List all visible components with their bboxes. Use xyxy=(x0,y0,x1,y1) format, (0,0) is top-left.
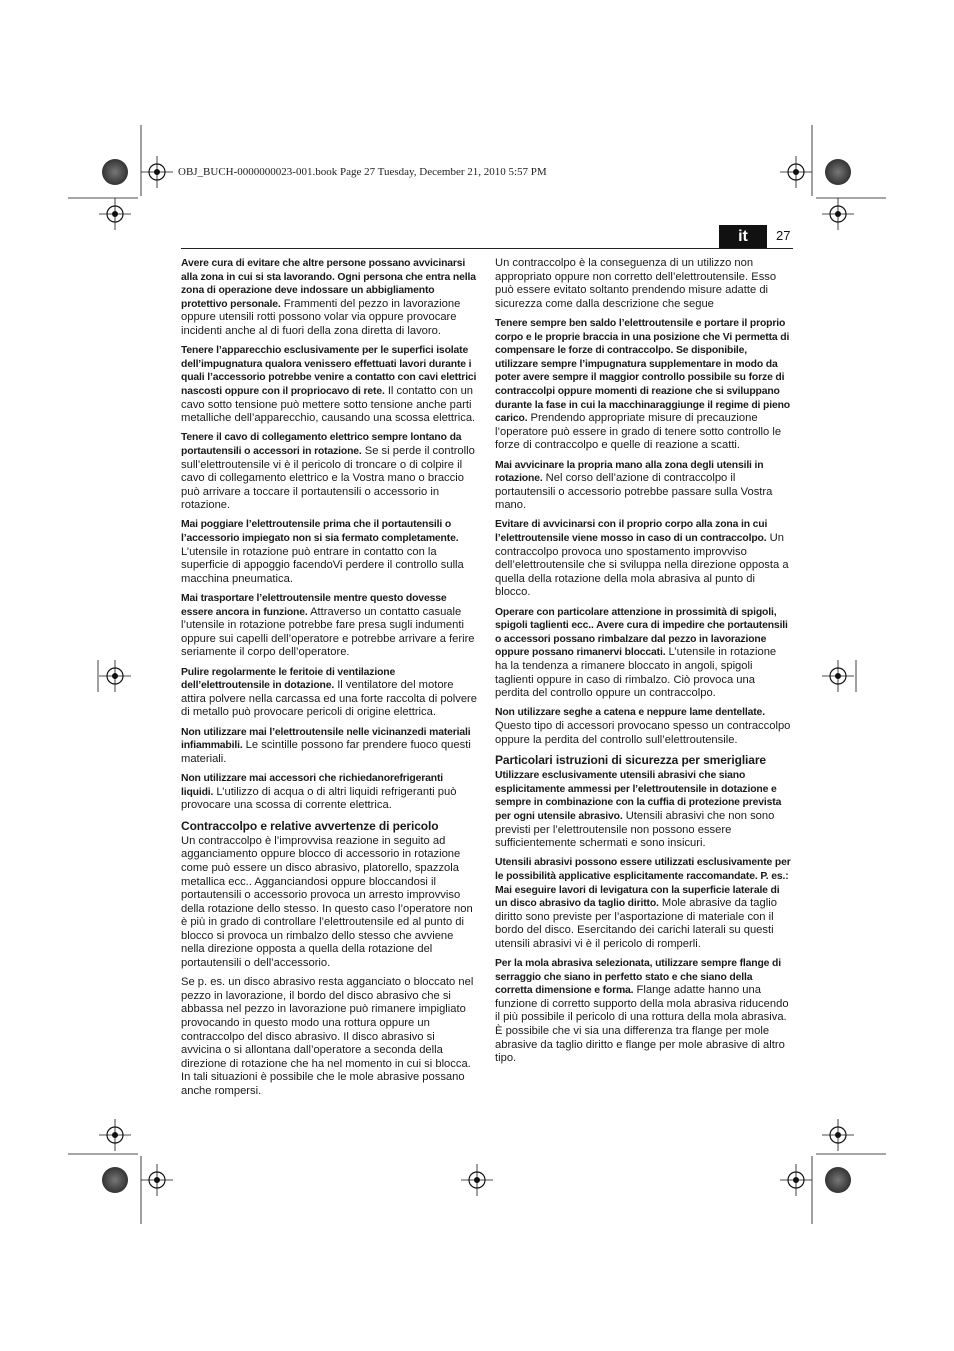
body-text: Un contraccolpo provoca uno spostamento improvviso dell’elettroutensile che si sviluppa nella direzione opposta a quella della rotazione della mola abrasiva al punto di blocco. xyxy=(495,532,789,599)
paragraph xyxy=(181,726,477,767)
paragraph xyxy=(181,666,477,720)
crosshair-mark xyxy=(822,660,854,692)
warning-lead: Evitare di avvicinarsi con il proprio corpo alla zona in cui l’elettroutensile viene mosso in caso di un contraccolpo. xyxy=(495,519,768,545)
warning-lead: Non utilizzare seghe a catena e neppure lame dentellate. xyxy=(495,707,765,719)
paragraph xyxy=(181,257,477,339)
warning-lead: Per la mola abrasiva selezionata, utilizzare sempre flange di serraggio che siano in perfetto stato e che siano della corretta dimensione e forma. xyxy=(495,958,781,997)
paragraph xyxy=(495,606,791,701)
paragraph xyxy=(495,957,791,1066)
warning-lead: Mai avvicinare la propria mano alla zona degli utensili in rotazione. xyxy=(495,459,764,485)
paragraph xyxy=(495,518,791,600)
registration-disc-bottom-left xyxy=(102,1167,128,1193)
crosshair-mark xyxy=(141,156,173,188)
registration-disc-top-right xyxy=(825,159,851,185)
warning-lead: Utilizzare esclusivamente utensili abrasivi che siano esplicitamente ammessi per l’elettroutensile in dotazione e sempre in combinazione con la cuffia di protezione prevista per ogni utensile abrasivo. xyxy=(495,770,782,822)
paragraph xyxy=(181,592,477,660)
crosshair-mark xyxy=(780,1164,812,1196)
body-text: Mole abrasive da taglio diritto sono previste per l’asportazione di materiale con il bordo del disco. Esercitando dei carichi laterali su questi utensili abrasivi vi è il pericolo di romperli. xyxy=(495,897,777,950)
warning-lead: Tenere l’apparecchio esclusivamente per le superfici isolate dell’impugnatura qualora venissero effettuati lavori durante i quali l’accessorio potrebbe venire a contatto con cavi elettrici nascosti oppure con il propriocavo di rete. xyxy=(181,345,477,397)
left-column xyxy=(181,257,477,1104)
body-text: Le scintille possono far prendere fuoco questi materiali. xyxy=(181,739,471,765)
warning-lead: Tenere sempre ben saldo l’elettroutensile e portare il proprio corpo e le proprie braccia in una posizione che Vi permetta di compensare le forze di contraccolpo. Se disponibile, utilizzare sempre l’impugnatura supplementare in modo da poter avere sempre il maggior controllo possibile su forze di contraccolpi oppure momenti di reazione che si sviluppano durante la fase in cui la macchinaraggiunge il regime di pieno carico. xyxy=(495,317,790,425)
body-text: L’utilizzo di acqua o di altri liquidi refrigeranti può provocare una scossa di corrente elettrica. xyxy=(181,785,457,812)
warning-lead: Non utilizzare mai accessori che richiedanorefrigeranti liquidi. xyxy=(181,772,443,798)
body-text: Il ventilatore del motore attira polvere nella carcassa ed una forte raccolta di polvere di metallo può provocare pericoli di origine elettrica. xyxy=(181,679,478,719)
registration-disc-bottom-right xyxy=(825,1167,851,1193)
paragraph xyxy=(495,317,791,453)
crosshair-mark xyxy=(99,660,131,692)
paragraph xyxy=(181,344,477,426)
body-text: Prendendo appropriate misure di precauzione l’operatore può essere in grado di tenere sotto controllo le forze di contraccolpo e quelle di reazione a scatti. xyxy=(495,412,782,452)
paragraph xyxy=(495,769,791,851)
crosshair-mark xyxy=(822,1119,854,1151)
body-text: Un contraccolpo è la conseguenza di un utilizzo non appropriato oppure non corretto dell’elettroutensile. Esso può essere evitato soltanto prendendo misure adatte di sicurezza come dalla descrizione che segue xyxy=(495,257,777,310)
body-text: Il contatto con un cavo sotto tensione può mettere sotto tensione anche parti metalliche dell’apparecchio, causando una scossa elettrica. xyxy=(181,384,476,425)
warning-lead: Tenere il cavo di collegamento elettrico sempre lontano da portautensili o accessori in rotazione. xyxy=(181,432,462,457)
warning-lead: Utensili abrasivi possono essere utilizzati esclusivamente per le possibilità applicative esplicitamente raccomandate. P. es.: Mai eseguire lavori di levigatura con la superficie laterale di un disco abrasivo da taglio diritto. xyxy=(495,857,791,910)
body-text: Frammenti del pezzo in lavorazione oppure utensili rotti possono volar via oppure provocare incidenti anche al di fuori della zona diretta di lavoro. xyxy=(181,297,461,337)
warning-lead: Mai poggiare l’elettroutensile prima che il portautensili o l’accessorio impiegato non si sia fermato completamente. xyxy=(181,519,459,545)
warning-lead: Operare con particolare attenzione in prossimità di spigoli, spigoli taglienti ecc.. Avere cura di impedire che portautensili o accessori possano rimbalzare dal pezzo in lavorazione oppure possano rimanervi bloccati. xyxy=(495,606,788,659)
crosshair-mark xyxy=(99,1119,131,1151)
section-heading: Contraccolpo e relative avvertenze di pericolo xyxy=(181,818,439,833)
warning-lead: Mai trasportare l’elettroutensile mentre questo dovesse essere ancora in funzione. xyxy=(181,593,447,618)
body-text: Se si perde il controllo sull’elettroutensile vi è il pericolo di troncare o di colpire il cavo di collegamento elettrico e la Vostra mano o braccio può arrivare a toccare il portautensili o accessorio in rotazione. xyxy=(181,444,475,512)
paragraph xyxy=(495,706,791,747)
right-column xyxy=(495,257,791,1071)
paragraph xyxy=(495,459,791,513)
crosshair-mark xyxy=(99,198,131,230)
registration-disc-top-left xyxy=(102,159,128,185)
warning-lead: Avere cura di evitare che altre persone possano avvicinarsi alla zona in cui si sta lavorando. Ogni persona che entra nella zona di operazione deve indossare un abbigliamento protettivo personale. xyxy=(181,258,476,310)
print-slug: OBJ_BUCH-0000000023-001.book Page 27 Tuesday, December 21, 2010 5:57 PM xyxy=(178,166,547,178)
body-text: Nel corso dell’azione di contraccolpo il portautensili o accessorio potrebbe passare sulla Vostra mano. xyxy=(495,472,773,512)
paragraph xyxy=(181,431,477,513)
section-heading: Particolari istruzioni di sicurezza per smerigliare xyxy=(495,753,767,768)
body-text: Se p. es. un disco abrasivo resta agganciato o bloccato nel pezzo in lavorazione, il bordo del disco abrasivo che si abbassa nel pezzo in lavorazione può rimanere impigliato provocando in questo modo una rottura oppure un contraccolpo del disco abrasivo. Il disco abrasivo si avvicina o si allontana dall’operatore a seconda della direzione di rotazione che ha nel momento in cui si blocca. In tali situazioni è possibile che le mole abrasive possano anche rompersi. xyxy=(181,976,474,1097)
body-text: Utensili abrasivi che non sono previsti per l’elettroutensile non possono essere sufficientemente schermati e sono insicuri. xyxy=(495,809,775,850)
header-rule xyxy=(181,248,793,249)
paragraph xyxy=(181,518,477,586)
body-text: Un contraccolpo è l’improvvisa reazione in seguito ad agganciamento oppure blocco di accessorio in rotazione come può essere un disco abrasivo, platorello, spazzola metallica ecc.. Agganciandosi oppure bloccandosi il portautensili o accessorio provoca un arresto improvviso della rotazione dello stesso. In questo caso l’operatore non è più in grado di controllare l’elettroutensile ed al punto di blocco si provoca un rimbalzo dello stesso che avviene nella direzione opposta a quella della rotazione del portautensili o dell’accessorio. xyxy=(181,834,473,970)
crosshair-mark xyxy=(461,1164,493,1196)
body-text: L’utensile in rotazione può entrare in contatto con la superficie di appoggio facendoVi perdere il controllo sulla macchina pneumatica. xyxy=(181,545,464,585)
paragraph xyxy=(181,835,477,971)
page-number: 27 xyxy=(776,228,791,243)
paragraph xyxy=(495,257,791,311)
body-text: Flange adatte hanno una funzione di corretto supporto della mola abrasiva riducendo il più possibile il pericolo di una rottura della mola abrasiva. È possibile che vi sia una differenza tra flange per mole abrasive da taglio diritto e flange per mole abrasive di altro tipo. xyxy=(495,984,789,1065)
warning-lead: Non utilizzare mai l’elettroutensile nelle vicinanzedi materiali infiammabili. xyxy=(181,726,471,752)
language-badge: it xyxy=(719,225,767,249)
crosshair-mark xyxy=(780,156,812,188)
body-text: L’utensile in rotazione ha la tendenza a rimanere bloccato in angoli, spigoli taglienti oppure in caso di rimbalzo. Ciò provoca una perdita del controllo oppure un contraccolpo. xyxy=(495,646,777,700)
crosshair-mark xyxy=(141,1164,173,1196)
paragraph xyxy=(181,772,477,813)
paragraph xyxy=(495,856,791,951)
warning-lead: Pulire regolarmente le feritoie di ventilazione dell’elettroutensile in dotazione. xyxy=(181,666,396,692)
crosshair-mark xyxy=(822,198,854,230)
body-text: Questo tipo di accessori provocano spesso un contraccolpo oppure la perdita del controllo sull’elettroutensile. xyxy=(495,719,791,746)
paragraph xyxy=(181,976,477,1098)
body-text: Attraverso un contatto casuale l’utensile in rotazione potrebbe fare presa sugli indumenti oppure sui capelli dell’operatore e potrebbe arrivare a ferire seriamente il corpo dell’operatore. xyxy=(181,605,475,659)
